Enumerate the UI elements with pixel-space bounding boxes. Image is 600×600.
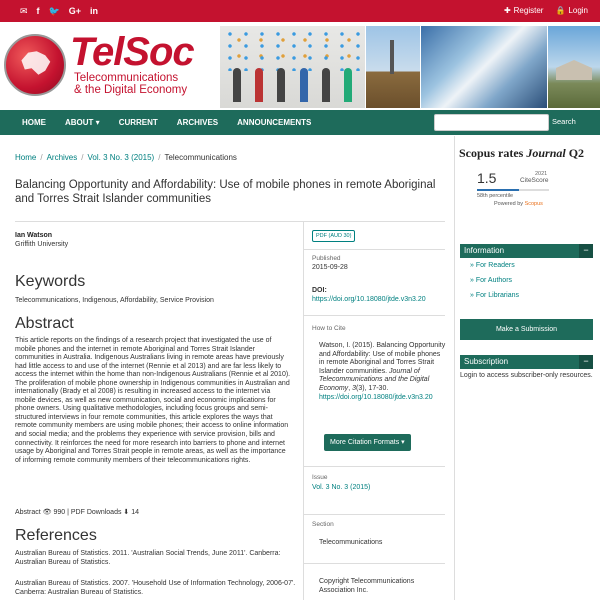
- title-divider: [15, 221, 445, 222]
- facebook-icon[interactable]: f: [36, 6, 40, 16]
- nav-announcements[interactable]: ANNOUNCEMENTS: [237, 118, 312, 127]
- collapse-icon[interactable]: −: [579, 355, 593, 369]
- for-readers-link[interactable]: » For Readers: [470, 262, 515, 269]
- eye-icon: 👁: [42, 509, 52, 516]
- logo-title[interactable]: TelSoc: [70, 30, 194, 74]
- subscription-text: Login to access subscriber-only resources.: [460, 372, 593, 379]
- nav-home[interactable]: HOME: [22, 118, 46, 127]
- citation-doi-link[interactable]: https://doi.org/10.18080/jtde.v3n3.20: [319, 393, 433, 401]
- issue-link[interactable]: Vol. 3 No. 3 (2015): [312, 484, 371, 491]
- abstract-heading: Abstract: [15, 315, 74, 332]
- logo-subtitle-line-1: Telecommunications: [74, 72, 179, 84]
- scopus-title-journal: Journal: [526, 146, 566, 160]
- main-nav: [0, 110, 600, 135]
- breadcrumb: Home / Archives / Vol. 3 No. 3 (2015) / Telecommunications: [15, 153, 237, 162]
- details-divider: [303, 222, 304, 600]
- register-label: Register: [513, 6, 544, 15]
- scopus-title-quartile: Q2: [565, 146, 585, 160]
- details-divider-4: [304, 514, 445, 515]
- register-link[interactable]: [504, 5, 544, 17]
- subscription-block-header: [460, 355, 593, 369]
- reference-item: Australian Bureau of Statistics. 2007. 'Household Use of Information Technology, 2006-07'. Canberra: Australian Bureau of Statistics.: [15, 580, 296, 596]
- abstract-views-label: Abstract: [15, 509, 41, 516]
- citation-sep: ,: [348, 384, 353, 392]
- information-heading: Information: [464, 246, 505, 255]
- lock-icon: 🔒: [555, 6, 566, 15]
- section-value: Telecommunications: [319, 539, 383, 546]
- telsoc-logo-icon[interactable]: [4, 34, 66, 96]
- nav-archives[interactable]: ARCHIVES: [176, 118, 219, 127]
- doi-link[interactable]: https://doi.org/10.18080/jtde.v3n3.20: [312, 296, 426, 303]
- citation-text: [319, 342, 447, 402]
- details-divider-2: [304, 315, 445, 316]
- header-image-house: [548, 26, 600, 108]
- site-header: [0, 22, 600, 110]
- citation-main: Watson, I. (2015). Balancing Opportunity and Affordability: Use of mobile phones in remote Aboriginal and Torres Strait Islander communities.: [319, 342, 446, 375]
- search-button[interactable]: Search: [552, 117, 576, 126]
- scopus-title-text: Scopus rates: [459, 146, 527, 160]
- logo-subtitle-line-2: & the Digital Economy: [74, 84, 188, 96]
- header-image-tower: [366, 26, 420, 108]
- user-links: [504, 5, 588, 17]
- more-citation-formats-button[interactable]: More Citation Formats ▾: [324, 434, 411, 451]
- citation-volume: 3: [352, 384, 356, 392]
- download-icon: ⬇: [123, 509, 130, 516]
- for-librarians-link[interactable]: » For Librarians: [470, 292, 520, 299]
- top-bar: [0, 0, 600, 22]
- reference-item: Australian Bureau of Statistics. 2011. 'Australian Social Trends, June 2011'. Canberra: Australian Bureau of Statistics.: [15, 550, 281, 566]
- details-divider-5: [304, 563, 445, 564]
- nav-current[interactable]: CURRENT: [118, 118, 158, 127]
- google-plus-icon[interactable]: G+: [68, 6, 82, 16]
- article-title: Balancing Opportunity and Affordability: Use of mobile phones in remote Aboriginal and Torres Strait Islander communities: [15, 179, 436, 205]
- collapse-icon[interactable]: −: [579, 244, 593, 258]
- header-image-people-phones: [220, 26, 365, 108]
- powered-by-label: Powered by: [494, 201, 525, 207]
- details-divider-1: [304, 249, 445, 250]
- social-links: [20, 5, 98, 17]
- author-affiliation: Griffith University: [15, 241, 69, 248]
- citation-pages: (3), 17-30.: [355, 384, 389, 392]
- breadcrumb-home[interactable]: Home: [15, 153, 37, 162]
- pdf-downloads-count: 14: [131, 509, 140, 516]
- header-image-satellite-dish: [421, 26, 547, 108]
- pdf-downloads-label: PDF Downloads: [70, 509, 122, 516]
- citescore-value[interactable]: 1.5: [477, 170, 497, 186]
- breadcrumb-current: Telecommunications: [164, 153, 237, 162]
- section-label: Section: [312, 521, 334, 528]
- citation-journal: Journal of Telecommunications and the Digital Economy: [319, 367, 430, 392]
- scopus-brand: Scopus: [524, 201, 543, 207]
- scopus-rating-title: [459, 146, 584, 161]
- abstract-views-count: 990: [53, 509, 66, 516]
- main-divider: [454, 136, 455, 600]
- make-submission-button[interactable]: Make a Submission: [460, 319, 593, 340]
- keywords-heading: Keywords: [15, 273, 86, 290]
- details-divider-3: [304, 466, 445, 467]
- citescore-label: CiteScore: [520, 177, 549, 184]
- keywords-list: Telecommunications, Indigenous, Affordability, Service Provision: [15, 297, 214, 304]
- published-date: 2015-09-28: [312, 264, 348, 271]
- login-link[interactable]: [555, 5, 588, 17]
- percentile-bar-fill: [477, 189, 519, 191]
- copyright-text: Copyright Telecommunications Association Inc.: [319, 578, 415, 594]
- for-authors-link[interactable]: » For Authors: [470, 277, 513, 284]
- powered-by-scopus[interactable]: [494, 201, 543, 207]
- breadcrumb-issue[interactable]: Vol. 3 No. 3 (2015): [87, 153, 155, 162]
- how-to-cite-label: How to Cite: [312, 325, 346, 332]
- doi-label: DOI:: [312, 287, 327, 294]
- references-heading: References: [15, 527, 97, 544]
- abstract-text: This article reports on the findings of a research project that investigated the use of mobile phones and the internet in remote Aboriginal and Torres Strait Islander communities in Australia. Indigenous Australians living in remote areas have previously had little access to and use of the internet (Rennie et al 2013) and are far less likely to access the internet within the home than non-Indigenous Australians (Rennie et al 2010). The proliferation of mobile phone ownership in Indigenous communities in Australian and internationally (Brady et al 2008) is resulting in increased access to the internet via mobile devices, as well as new communication, social and economic implications for phone owners. Using qualitative methodologies, including focus groups and semi-structured interviews in four remote communities, this article explores the ways that remote community members are using mobile phones; their access to online information and social media; and the problems they experience with service provision, bills and connectivity. It reinforces the need for more research into barriers to phone and internet usage by Aboriginal and Torres Strait people in remote areas, as well as the importance of informing remote community members of their telecommunications rights.: [15, 337, 291, 464]
- breadcrumb-archives[interactable]: Archives: [46, 153, 78, 162]
- issue-label: Issue: [312, 474, 328, 481]
- twitter-icon[interactable]: 🐦: [48, 6, 60, 16]
- article-stats: Abstract 👁 990 | PDF Downloads ⬇ 14: [15, 509, 140, 516]
- email-icon[interactable]: ✉: [20, 6, 28, 16]
- percentile-text: 58th percentile: [477, 193, 514, 199]
- linkedin-icon[interactable]: in: [90, 6, 99, 16]
- percentile-bar: [477, 189, 549, 191]
- pdf-galley-button[interactable]: PDF (AUD 30): [312, 230, 355, 242]
- nav-about[interactable]: ABOUT ▾: [65, 118, 100, 127]
- information-block-header: [460, 244, 593, 258]
- user-plus-icon: ✚: [503, 6, 511, 15]
- login-label: Login: [568, 6, 588, 15]
- subscription-heading: Subscription: [464, 357, 509, 366]
- author-name: Ian Watson: [15, 232, 53, 239]
- logo-subtitle: [74, 72, 187, 96]
- published-label: Published: [312, 255, 341, 262]
- search-input[interactable]: [434, 114, 549, 131]
- citescore-year: 2021: [535, 171, 548, 177]
